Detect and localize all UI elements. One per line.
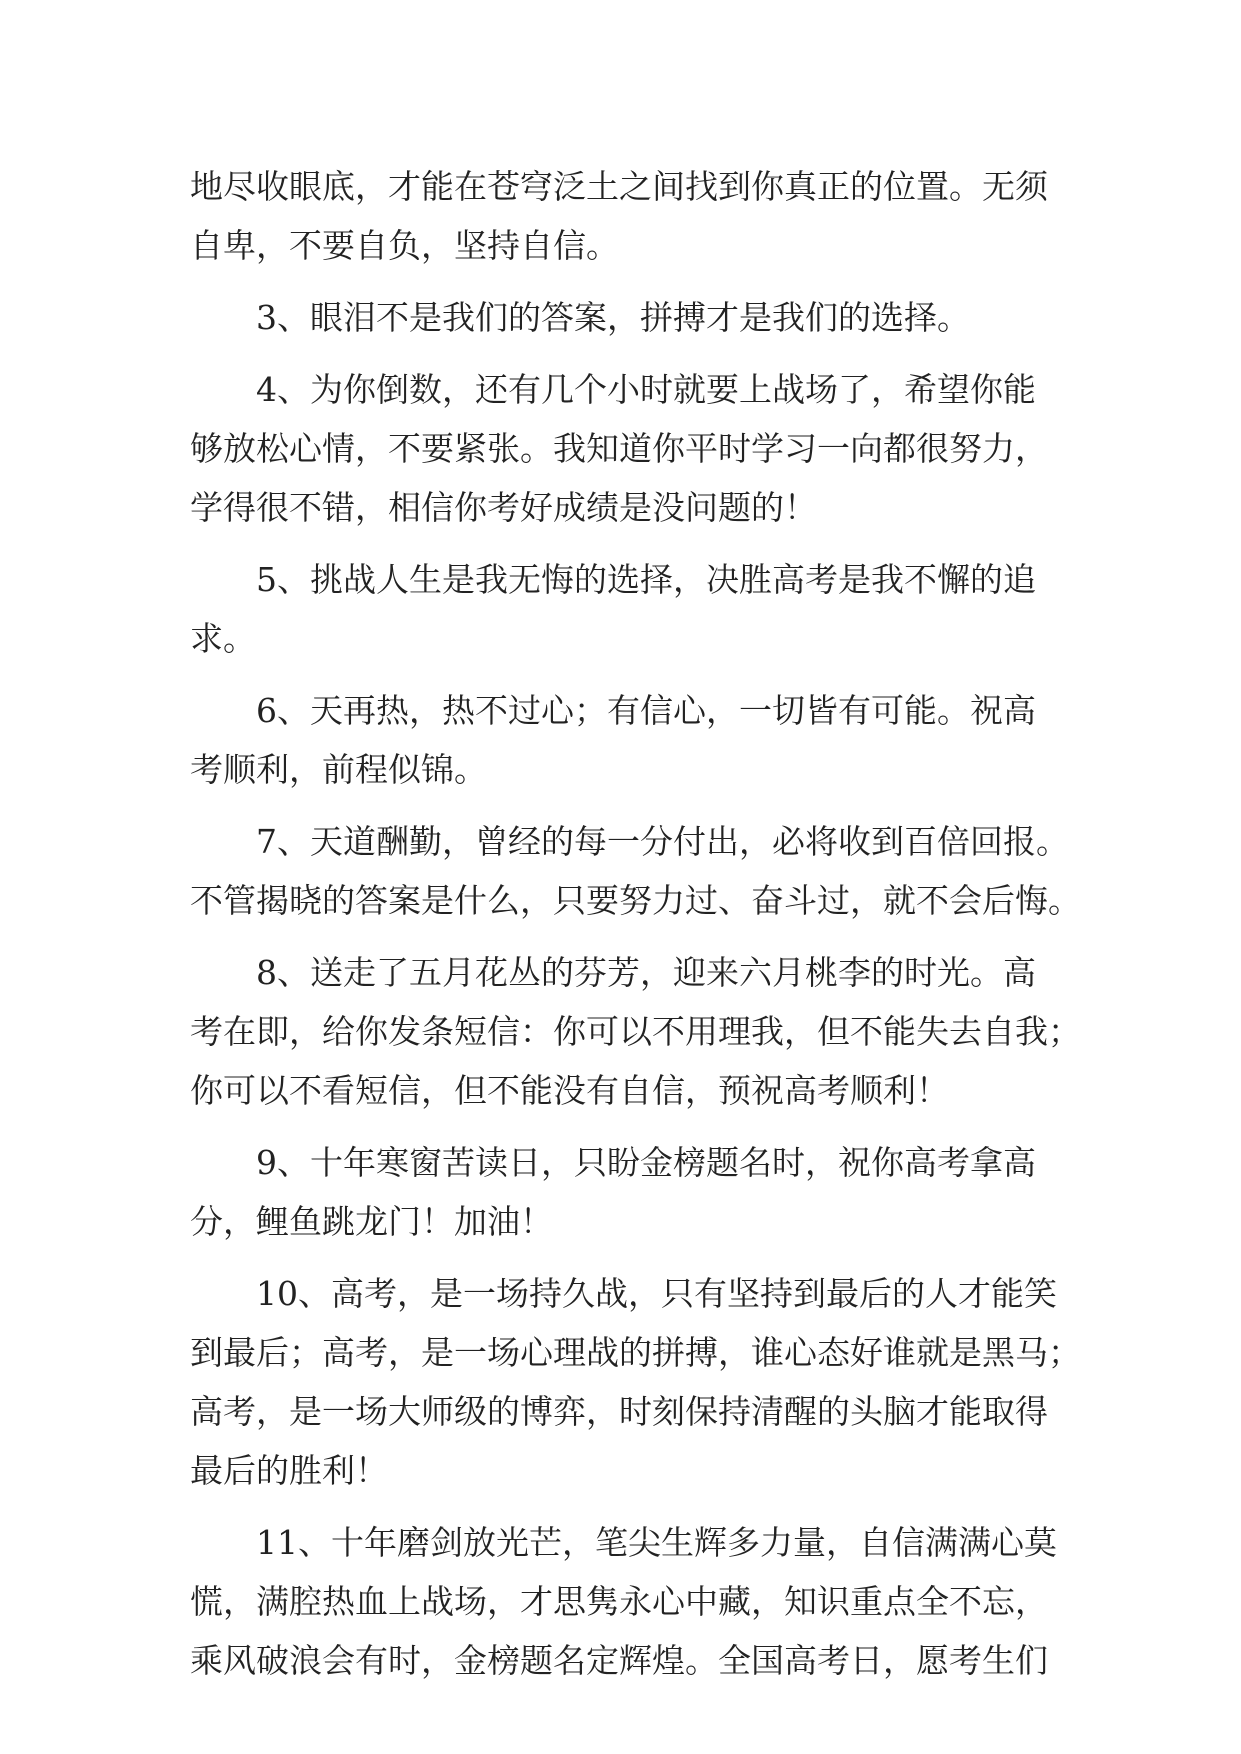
text-line: 求。 <box>190 619 256 658</box>
text-line: 地尽收眼底，才能在苍穹泛土之间找到你真正的位置。无须 <box>190 167 1048 206</box>
text-line: 4、为你倒数，还有几个小时就要上战场了，希望你能 <box>256 370 1036 409</box>
text-line: 乘风破浪会有时，金榜题名定辉煌。全国高考日，愿考生们 <box>190 1641 1048 1680</box>
text-line: 高考，是一场大师级的博弈，时刻保持清醒的头脑才能取得 <box>190 1392 1048 1431</box>
text-line: 不管揭晓的答案是什么，只要努力过、奋斗过，就不会后悔。 <box>190 881 1081 920</box>
text-line: 慌，满腔热血上战场，才思隽永心中藏，知识重点全不忘， <box>190 1582 1048 1621</box>
text-line: 10、高考，是一场持久战，只有坚持到最后的人才能笑 <box>256 1274 1057 1313</box>
text-line: 自卑，不要自负，坚持自信。 <box>190 226 619 265</box>
text-line: 最后的胜利！ <box>190 1451 388 1490</box>
text-line: 考顺利，前程似锦。 <box>190 750 487 789</box>
text-line: 11、十年磨剑放光芒，笔尖生辉多力量，自信满满心莫 <box>256 1523 1057 1562</box>
text-line: 你可以不看短信，但不能没有自信，预祝高考顺利！ <box>190 1071 949 1110</box>
text-line: 7、天道酬勤，曾经的每一分付出，必将收到百倍回报。 <box>256 822 1069 861</box>
text-line: 8、送走了五月花丛的芬芳，迎来六月桃李的时光。高 <box>256 953 1036 992</box>
text-line: 5、挑战人生是我无悔的选择，决胜高考是我不懈的追 <box>256 560 1036 599</box>
text-line: 考在即，给你发条短信：你可以不用理我，但不能失去自我； <box>190 1012 1081 1051</box>
text-line: 6、天再热，热不过心；有信心，一切皆有可能。祝高 <box>256 691 1036 730</box>
text-line: 9、十年寒窗苦读日，只盼金榜题名时，祝你高考拿高 <box>256 1143 1036 1182</box>
text-line: 分，鲤鱼跳龙门！加油！ <box>190 1202 553 1241</box>
text-line: 学得很不错，相信你考好成绩是没问题的！ <box>190 488 817 527</box>
text-line: 到最后；高考，是一场心理战的拼搏，谁心态好谁就是黑马； <box>190 1333 1081 1372</box>
text-line: 3、眼泪不是我们的答案，拼搏才是我们的选择。 <box>256 298 970 337</box>
text-line: 够放松心情，不要紧张。我知道你平时学习一向都很努力， <box>190 429 1048 468</box>
document-body <box>190 157 1081 1690</box>
